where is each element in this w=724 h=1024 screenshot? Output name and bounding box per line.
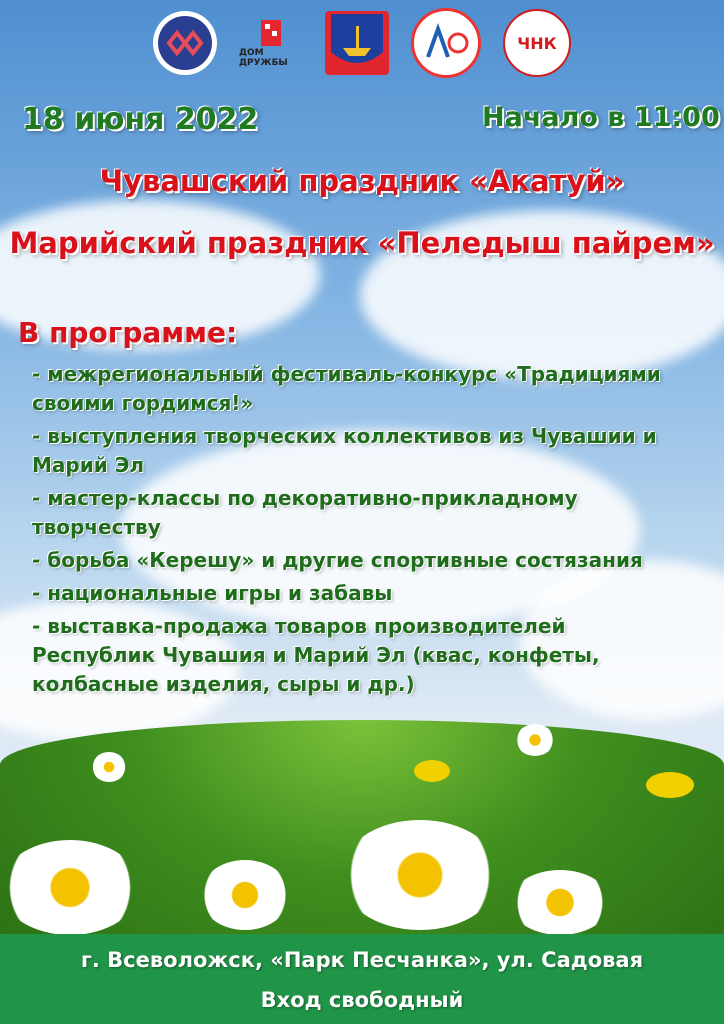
program-item: - межрегиональный фестиваль-конкурс «Традициями своими гордимся!» [32, 362, 661, 415]
dom-druzhby-text: ДОМ ДРУЖБЫ [239, 48, 288, 68]
rosnatsii-logo [153, 11, 217, 75]
free-entry: Вход свободный [260, 988, 464, 1012]
program-item: - выступления творческих коллективов из Чувашии и Марий Эл [32, 424, 657, 477]
event-date: 18 июня 2022 [22, 102, 259, 137]
program-title: В программе: [18, 316, 238, 349]
dom-druzhby-logo [239, 11, 303, 75]
program-list [32, 360, 692, 703]
venue-address: г. Всеволожск, «Парк Песчанка», ул. Садовая [80, 948, 644, 972]
program-item: - мастер-классы по декоративно-прикладному творчеству [32, 486, 578, 539]
yellow-flower [646, 772, 694, 798]
coat-of-arms-logo [325, 11, 389, 75]
title-peledysh: Марийский праздник «Пеледыш пайрем» [9, 226, 715, 260]
lo-ethnic-logo [411, 8, 481, 78]
start-time: Начало в 11:00 [482, 102, 720, 133]
title-akatuy: Чувашский праздник «Акатуй» [99, 164, 625, 198]
daisy-flower [516, 724, 554, 756]
logo-bar [0, 8, 724, 78]
chnk-logo [503, 9, 571, 77]
program-item: - выставка-продажа товаров производителей Республик Чувашия и Марий Эл (квас, конфеты, колбасные изделия, сыры и др.) [32, 614, 600, 696]
program-item: - национальные игры и забавы [32, 581, 393, 605]
daisy-flower [0, 840, 140, 935]
yellow-flower [414, 760, 450, 782]
daisy-flower [200, 860, 290, 930]
daisy-flower [510, 870, 610, 935]
footer-bar [0, 934, 724, 1024]
daisy-flower [340, 820, 500, 930]
daisy-flower [92, 752, 126, 782]
program-item: - борьба «Керешу» и другие спортивные состязания [32, 548, 643, 572]
chnk-text: ЧНК [517, 33, 557, 53]
